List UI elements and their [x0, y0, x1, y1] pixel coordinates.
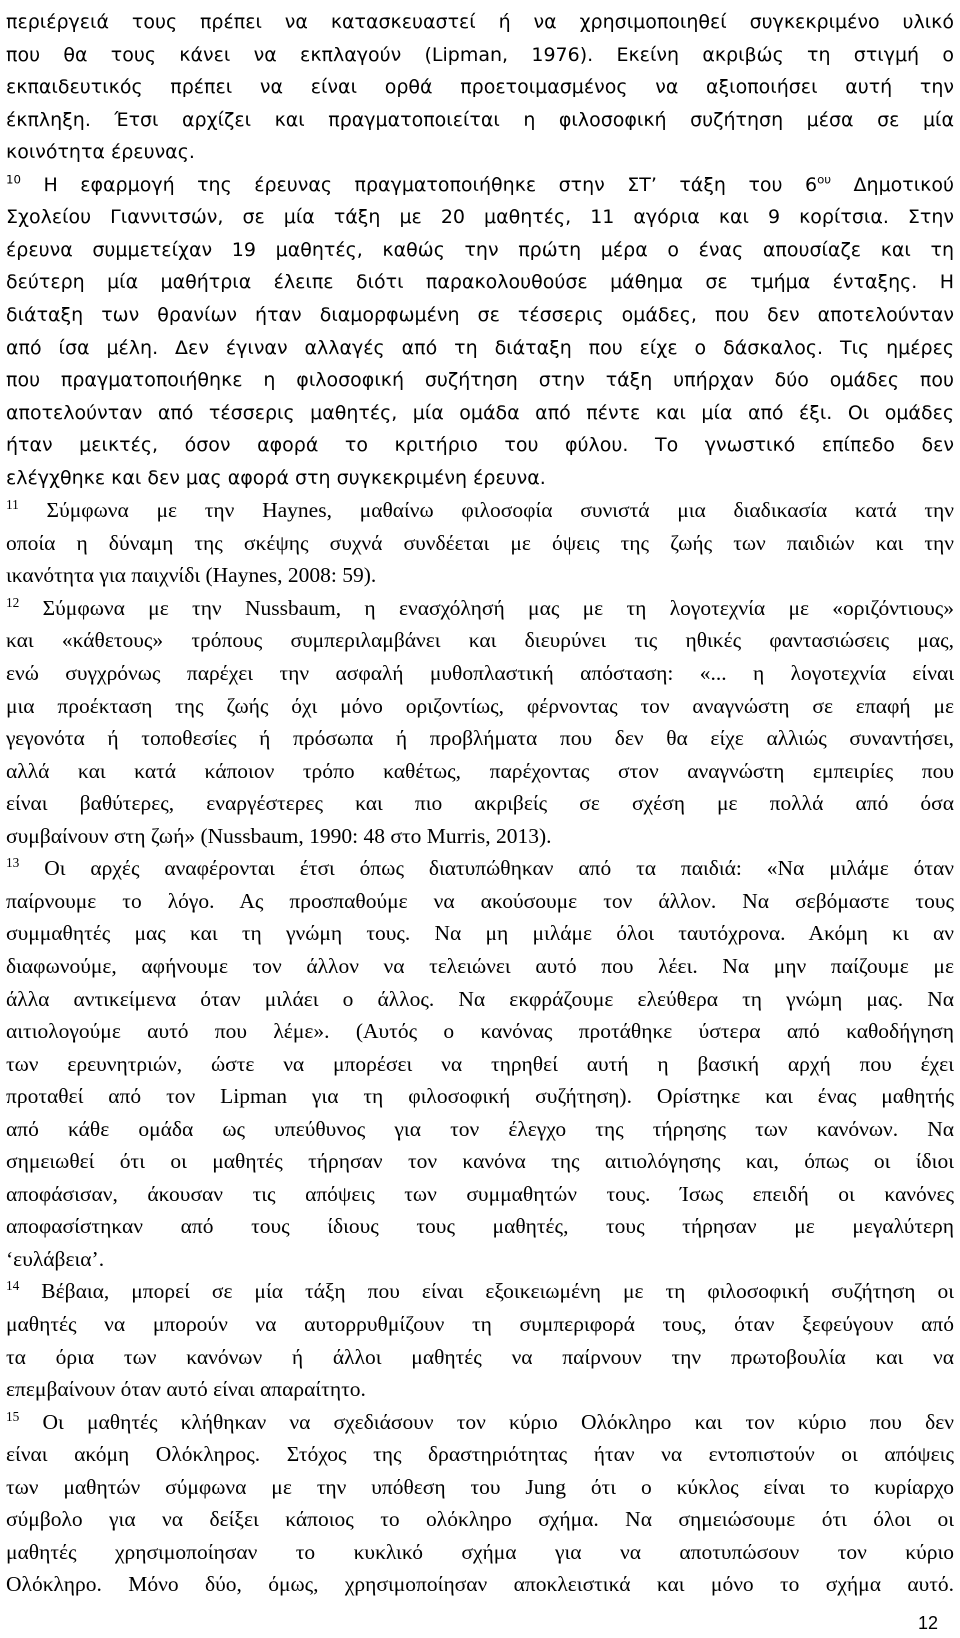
text-line: [6, 297, 954, 333]
footnote-number: 11: [6, 497, 19, 513]
line-text: άλλα αντικείμενα όταν μιλάει ο άλλος. Να εκφράζουμε ελεύθερα τη γνώμη μας. Να: [6, 986, 954, 1011]
text-line: [6, 1241, 954, 1277]
line-text: οποία η δύναμη της σκέψης συχνά συνδέεται με όψεις της ζωής των παιδιών και την: [6, 530, 954, 555]
text-line: [6, 395, 954, 431]
line-text: σύμβολο για να δείξει κάποιος το ολόκληρο σχήμα. Να σημειώσουμε ότι όλοι οι: [6, 1507, 954, 1532]
text-line: [6, 460, 954, 496]
line-text: Ολόκληρο. Μόνο δύο, όμως, χρησιμοποίησαν αποκλειστικά και μόνο το σχήμα αυτό.: [6, 1572, 954, 1597]
text-line: [6, 688, 954, 724]
text-line: [6, 753, 954, 789]
line-text: Δημοτικού: [831, 173, 954, 196]
text-line: [6, 232, 954, 268]
text-line: [6, 883, 954, 919]
line-text: των ερευνητριών, ώστε να μπορέσει να τηρηθεί αυτή η βασική αρχή που έχει: [6, 1051, 954, 1076]
footnote-number: 13: [6, 855, 20, 871]
ordinal-superscript: ου: [817, 172, 832, 187]
line-text: μια προέκταση της ζωής όχι μόνο οριζοντίως, φέρνοντας τον αναγνώστη σε επαφή με: [6, 693, 954, 718]
text-line: [6, 1176, 954, 1212]
footnote-line: [6, 590, 954, 626]
text-line: [6, 1111, 954, 1147]
line-text: κοινότητα έρευνας.: [6, 141, 195, 164]
line-text: σημειωθεί ότι οι μαθητές τήρησαν τον κανόνα της αιτιολόγησης και, όπως οι ίδιοι: [6, 1149, 954, 1174]
text-line: [6, 69, 954, 105]
line-text: παίρνουμε το λόγο. Ας προσπαθούμε να ακούσουμε τον άλλον. Να σεβόμαστε τους: [6, 888, 954, 913]
line-text: έκπληξη. Έτσι αρχίζει και πραγματοποιείται η φιλοσοφική συζήτηση μέσα σε μία: [6, 108, 954, 131]
line-text: δεύτερη μία μαθήτρια έλειπε διότι παρακολουθούσε μάθημα σε τμήμα ένταξης. Η: [6, 271, 954, 294]
line-text: ήταν μεικτές, όσον αφορά το κριτήριο του φύλου. Το γνωστικό επίπεδο δεν: [6, 434, 954, 457]
footnote-number: 10: [6, 172, 21, 187]
line-text: τα όρια των κανόνων ή άλλοι μαθητές να παίρνουν την πρωτοβουλία και να: [6, 1344, 954, 1369]
text-line: [6, 1339, 954, 1375]
text-line: [6, 199, 954, 235]
text-line: [6, 622, 954, 658]
line-text: συμβαίνουν στη ζωή» (Nussbaum, 1990: 48 στο Murris, 2013).: [6, 823, 552, 848]
line-text: περιέργειά τους πρέπει να κατασκευαστεί ή να χρησιμοποιηθεί συγκεκριμένο υλικό: [6, 11, 954, 33]
line-text: είναι βαθύτερες, εναργέστερες και πιο ακριβείς σε σχέση με πολλά από όσα: [6, 791, 954, 816]
text-line: [6, 102, 954, 138]
text-line: [6, 1469, 954, 1505]
line-text: μαθητές να μπορούν να αυτορρυθμίζουν τη συμπεριφορά τους, όταν ξεφεύγουν από: [6, 1312, 954, 1336]
text-line: [6, 720, 954, 756]
text-line: [6, 948, 954, 984]
text-line: [6, 1306, 954, 1342]
text-line: [6, 1208, 954, 1244]
text-line: [6, 1436, 954, 1472]
line-text: επεμβαίνουν όταν αυτό είναι απαραίτητο.: [6, 1377, 366, 1402]
line-text: ενώ συγχρόνως παρέχει την ασφαλή μυθοπλαστική απόσταση: «... η λογοτεχνία είναι: [6, 661, 954, 685]
line-text: Βέβαια, μπορεί σε μία τάξη που είναι εξοικειωμένη με τη φιλοσοφική συζήτηση οι: [19, 1279, 954, 1304]
text-line: [6, 557, 954, 593]
line-text: αποφάσισαν, άκουσαν τις απόψεις των συμμαθητών τους. Ίσως επειδή οι κανόνες: [6, 1181, 954, 1206]
text-line: [6, 1534, 954, 1570]
line-text: από κάθε ομάδα ως υπεύθυνος για τον έλεγχο της τήρησης των κανόνων. Να: [6, 1116, 954, 1141]
line-text: ικανότητα για παιχνίδι (Haynes, 2008: 59).: [6, 563, 377, 588]
text-line: [6, 655, 954, 691]
footnote-line: [6, 492, 954, 528]
footnote-line: [6, 1404, 954, 1440]
footnote-number: 15: [6, 1408, 20, 1424]
line-text: αποτελούνταν από τέσσερις μαθητές, μία ομάδα από πέντε και μία από έξι. Οι ομάδες: [6, 401, 954, 424]
text-line: [6, 785, 954, 821]
line-text: ‘ευλάβεια’.: [6, 1246, 105, 1271]
text-line: [6, 4, 954, 40]
line-text: αιτιολογούμε αυτό που λέμε». (Αυτός ο κανόνας προτάθηκε ύστερα από καθοδήγηση: [6, 1019, 954, 1044]
line-text: αποφασίστηκαν από τους ίδιους τους μαθητές, τους τήρησαν με μεγαλύτερη: [6, 1214, 954, 1239]
text-line: [6, 134, 954, 170]
line-text: Οι μαθητές κλήθηκαν να σχεδιάσουν τον κύριο Ολόκληρο και τον κύριο που δεν: [19, 1409, 954, 1434]
line-text: γεγονότα ή τοποθεσίες ή πρόσωπα ή προβλήματα που δεν θα είχε αλλιώς συναντήσει,: [6, 726, 954, 751]
line-text: μαθητές χρησιμοποίησαν το κυκλικό σχήμα για να αποτυπώσουν τον κύριο: [6, 1539, 954, 1564]
line-text: διαφωνούμε, αφήνουμε τον άλλον να τελειώνει αυτό που λέει. Να μην παίζουμε με: [6, 953, 954, 978]
line-text: που θα τους κάνει να εκπλαγούν (Lipman, 1976). Εκείνη ακριβώς τη στιγμή ο: [6, 43, 954, 66]
line-text: Σύμφωνα με την Nussbaum, η ενασχόλησή μας με τη λογοτεχνία με «οριζόντιους»: [19, 595, 954, 620]
text-line: [6, 37, 954, 73]
text-line: [6, 818, 954, 854]
footnote-line: [6, 1273, 954, 1309]
page-number: 12: [917, 1613, 938, 1633]
line-text: έρευνα συμμετείχαν 19 μαθητές, καθώς την πρώτη μέρα ο ένας απουσίαζε και τη: [6, 238, 954, 261]
text-line: [6, 525, 954, 561]
line-text: Σχολείου Γιαννιτσών, σε μία τάξη με 20 μαθητές, 11 αγόρια και 9 κορίτσια. Στην: [6, 206, 954, 229]
footnote-line: [6, 167, 954, 203]
text-line: [6, 330, 954, 366]
line-text: των μαθητών σύμφωνα με την υπόθεση του Jung ότι ο κύκλος είναι το κυρίαρχο: [6, 1474, 954, 1499]
line-text: εκπαιδευτικός πρέπει να είναι ορθά προετοιμασμένος να αξιοποιήσει αυτή την: [6, 76, 954, 99]
line-text: Οι αρχές αναφέρονται έτσι όπως διατυπώθηκαν από τα παιδιά: «Να μιλάμε όταν: [19, 856, 954, 881]
text-line: [6, 427, 954, 463]
footnote-line: [6, 850, 954, 886]
line-text: από ίσα μέλη. Δεν έγιναν αλλαγές από τη διάταξη που είχε ο δάσκαλος. Τις ημέρες: [6, 336, 954, 359]
line-text: προταθεί από τον Lipman για τη φιλοσοφική συζήτηση). Ορίστηκε και ένας μαθητής: [6, 1084, 954, 1109]
footnote-number: 14: [6, 1278, 20, 1294]
footnote-number: 12: [6, 594, 20, 610]
text-line: [6, 362, 954, 398]
text-line: [6, 1143, 954, 1179]
line-text: ελέγχθηκε και δεν μας αφορά στη συγκεκριμένη έρευνα.: [6, 466, 546, 489]
text-line: [6, 1046, 954, 1082]
line-text: είναι ακόμη Ολόκληρος. Στόχος της δραστηριότητας ήταν να εντοπιστούν οι απόψεις: [6, 1442, 954, 1467]
text-line: [6, 264, 954, 300]
text-line: [6, 981, 954, 1017]
text-line: [6, 1013, 954, 1049]
line-text: συμμαθητές μας και τη γνώμη τους. Να μη μιλάμε όλοι ταυτόχρονα. Ακόμη κι αν: [6, 921, 954, 946]
line-text: διάταξη των θρανίων ήταν διαμορφωμένη σε τέσσερις ομάδες, που δεν αποτελούνταν: [6, 303, 954, 326]
line-text: που πραγματοποιήθηκε η φιλοσοφική συζήτηση στην τάξη υπήρχαν δύο ομάδες που: [6, 369, 954, 392]
text-line: [6, 1566, 954, 1602]
text-line: [6, 915, 954, 951]
line-text: Η εφαρμογή της έρευνας πραγματοποιήθηκε στην ΣΤ’ τάξη του 6: [20, 173, 818, 196]
text-line: [6, 1371, 954, 1407]
line-text: αλλά και κατά κάποιον τρόπο καθέτως, παρέχοντας στον αναγνώστη εμπειρίες που: [6, 758, 954, 783]
line-text: Σύμφωνα με την Haynes, μαθαίνω φιλοσοφία συνιστά μια διαδικασία κατά την: [18, 498, 954, 523]
line-text: και «κάθετους» τρόπους συμπεριλαμβάνει και διευρύνει τις ηθικές φαντασιώσεις μας,: [6, 628, 954, 653]
text-line: [6, 1078, 954, 1114]
text-line: [6, 1501, 954, 1537]
